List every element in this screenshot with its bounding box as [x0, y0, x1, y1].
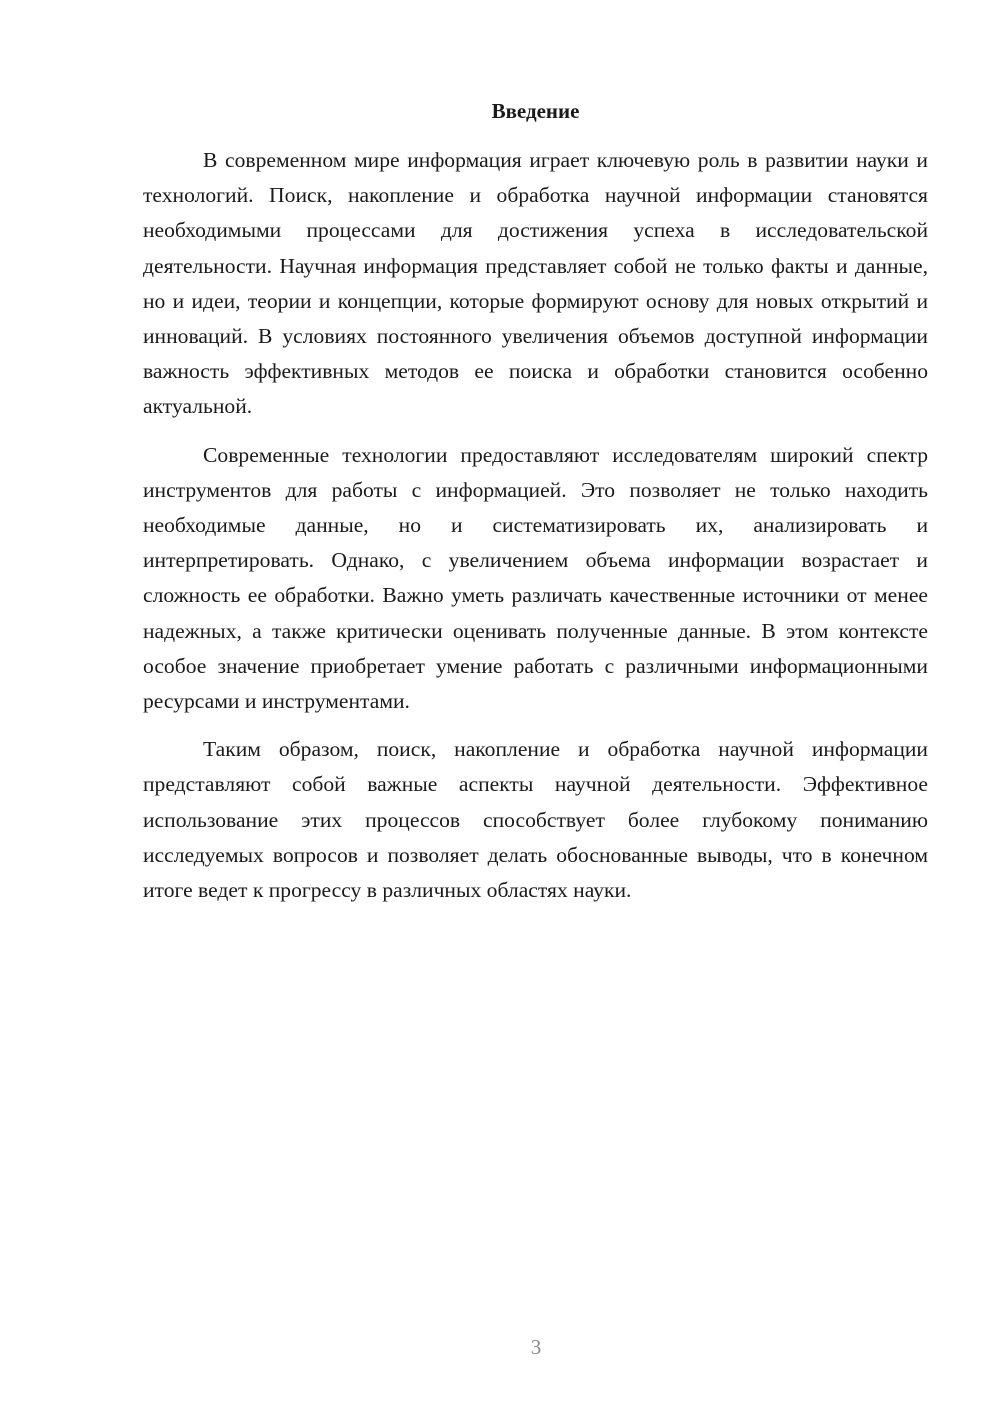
page-number: 3: [530, 1335, 542, 1359]
section-heading: Введение: [491, 99, 580, 123]
paragraph-1: В современном мире информация играет ключевую роль в развитии науки и технологий. Поиск, накопление и обработка научной информации становятся необходимыми процессами для достижения успеха в исследовательской деятельности. Научная информация представляет собой не только факты и данные, но и идеи, теории и концепции, которые формируют основу для новых открытий и инноваций. В условиях постоянного увеличения объемов доступной информации важность эффективных методов ее поиска и обработки становится особенно актуальной.: [143, 148, 928, 419]
page-content: [143, 96, 928, 921]
paragraph-2: Современные технологии предоставляют исследователям широкий спектр инструментов для работы с информацией. Это позволяет не только находить необходимые данные, но и систематизировать их, анализировать и интерпретировать. Однако, с увеличением объема информации возрастает и сложность ее обработки. Важно уметь различать качественные источники от менее надежных, а также критически оценивать полученные данные. В этом контексте особое значение приобретает умение работать с различными информационными ресурсами и инструментами.: [143, 442, 928, 714]
paragraph-3: Таким образом, поиск, накопление и обработка научной информации представляют собой важные аспекты научной деятельности. Эффективное использование этих процессов способствует более глубокому пониманию исследуемых вопросов и позволяет делать обоснованные выводы, что в конечном итоге ведет к прогрессу в различных областях науки.: [143, 737, 928, 903]
